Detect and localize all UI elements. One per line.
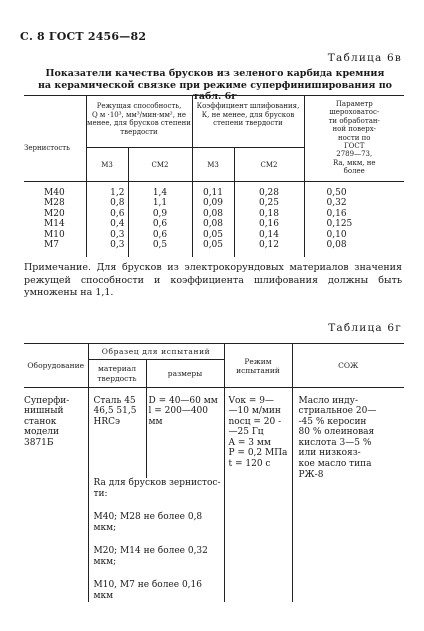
col-param-header	[304, 96, 404, 182]
col-param-line9: более	[343, 167, 365, 176]
k-m3-cell: 0,05	[192, 230, 234, 241]
table-row	[24, 219, 404, 230]
mode-line3: nосц = 20 -	[228, 416, 282, 427]
coolant-line7: кое масло типа	[298, 459, 372, 470]
col-param-line2: шероховатос-	[329, 108, 380, 117]
mode-line6: P = 0,2 МПа	[228, 448, 288, 459]
col-grind-line3: степени твердости	[213, 119, 283, 128]
q-m3-cell: 0,4	[86, 219, 128, 230]
col-grind-header	[192, 96, 304, 148]
k-m3-cell: 0,08	[192, 209, 234, 220]
h-equipment: Оборудование	[27, 361, 85, 370]
q-m3-cell: 0,8	[86, 198, 128, 209]
grain-cell: М28	[44, 198, 65, 208]
mode-cell	[224, 396, 292, 602]
h-material-line2: твердость	[97, 373, 137, 383]
coolant-line4: 80 % олеиновая	[298, 427, 375, 438]
coolant-cell	[292, 396, 404, 602]
equipment-line3: модели 3871Б	[24, 427, 60, 448]
q-sm2-cell: 0,5	[128, 240, 192, 251]
page-header: С. 8 ГОСТ 2456—82	[20, 30, 147, 43]
material-line1: Сталь 45	[93, 395, 136, 406]
k-sm2-cell: 0,18	[234, 209, 304, 220]
sizes-line2: l = 200—400 мм	[148, 406, 208, 427]
ra-line2: ти:	[93, 488, 108, 499]
ra-cell: 0,125	[304, 219, 404, 230]
sub-header-m3-cut: М3	[86, 148, 128, 182]
k-sm2-cell: 0,12	[234, 240, 304, 251]
col-cut-line1: Режущая способность,	[96, 102, 182, 110]
grain-cell: М20	[44, 208, 65, 219]
ra-cell: 0,32	[304, 198, 404, 209]
h-material	[88, 360, 146, 388]
col-cut-line4: твердости	[120, 127, 158, 136]
table-row	[24, 230, 404, 241]
table-6v	[24, 95, 404, 257]
k-sm2-cell: 0,14	[234, 230, 304, 241]
sizes-cell	[146, 396, 224, 478]
mode-line1: Vок = 9—	[228, 395, 275, 406]
mode-line2: —10 м/мин	[228, 406, 281, 417]
equipment-cell	[24, 396, 88, 478]
mode-line4: —25 Гц	[228, 427, 264, 438]
q-sm2-cell: 0,6	[128, 219, 192, 230]
col-param-line8: Ra, мкм, не	[332, 158, 376, 167]
ra-line3: М40; М28 не более 0,8 мкм;	[93, 511, 203, 533]
ra-cell: 0,08	[304, 240, 404, 251]
col-cut-line3: менее, для брусков степени	[87, 119, 191, 128]
ra-line1: Ra для брусков зернистос-	[93, 477, 221, 488]
coolant-line8: РЖ-8	[298, 469, 324, 480]
ra-cell: 0,16	[304, 209, 404, 220]
col-param-line7: 2789—73,	[336, 150, 373, 159]
col-param-line6: ГОСТ	[344, 142, 365, 151]
ra-cell: 0,10	[304, 230, 404, 241]
coolant-line1: Масло инду-	[298, 395, 358, 406]
q-m3-cell: 0,3	[86, 240, 128, 251]
col-param-line5: ности по	[338, 133, 371, 142]
table-row	[24, 396, 404, 478]
coolant-line2: стриальное 20—	[298, 406, 377, 417]
coolant-line5: кислота 3—5 %	[298, 437, 372, 448]
k-sm2-cell: 0,28	[234, 188, 304, 199]
coolant-line3: -45 % керосин	[298, 416, 367, 427]
table-row	[24, 240, 404, 251]
col-grind-line2: К, не менее, для брусков	[201, 110, 295, 119]
ra-line4: М20; М14 не более 0,32 мкм;	[93, 545, 208, 567]
q-m3-cell: 0,6	[86, 209, 128, 220]
equipment-line2: нишный станок	[24, 406, 64, 427]
material-line2: 46,5 51,5	[93, 406, 137, 417]
q-sm2-cell: 0,9	[128, 209, 192, 220]
q-m3-cell: 0,3	[86, 230, 128, 241]
table-6v-note: Примечание. Для брусков из электрокорундовых материалов значения режущей способности и коэффициента шлифования должны быть умножены на 1,1.	[24, 262, 402, 298]
ra-line5: М10, М7 не более 0,16 мкм	[93, 579, 202, 601]
table-6v-label: Таблица 6в	[327, 52, 402, 64]
h-coolant: СОЖ	[292, 344, 404, 388]
q-sm2-cell: 0,6	[128, 230, 192, 241]
k-m3-cell: 0,08	[192, 219, 234, 230]
col-param-line4: ной поверх-	[332, 125, 377, 134]
equipment-line1: Суперфи-	[24, 395, 70, 406]
table-row	[24, 209, 404, 220]
k-m3-cell: 0,05	[192, 240, 234, 251]
sub-header-sm2-grind: СМ2	[234, 148, 304, 182]
col-grind-line1: Коэффициент шлифования,	[196, 102, 300, 110]
col-param-line3: ти обработан-	[328, 116, 380, 125]
q-m3-cell: 1,2	[86, 188, 128, 199]
sizes-line1: D = 40—60 мм	[148, 395, 218, 406]
h-sample: Образец для испытаний	[88, 344, 224, 360]
material-line3: HRCэ	[93, 416, 121, 427]
grain-cell: М40	[44, 187, 65, 198]
k-sm2-cell: 0,25	[234, 198, 304, 209]
k-sm2-cell: 0,16	[234, 219, 304, 230]
mode-line7: t = 120 с	[228, 459, 271, 470]
coolant-line6: или низкояз-	[298, 448, 361, 459]
sub-header-sm2-cut: СМ2	[128, 148, 192, 182]
q-sm2-cell: 1,4	[128, 188, 192, 199]
grain-cell: М10	[44, 229, 65, 240]
table-6g	[24, 343, 404, 602]
ra-cell: 0,50	[304, 188, 404, 199]
k-m3-cell: 0,11	[192, 188, 234, 199]
table-6v-title-line2: на керамической связке при режиме суперфиниширования по табл. 6г	[37, 79, 393, 102]
h-mode: Режим испытаний	[224, 344, 292, 388]
table-row	[24, 188, 404, 199]
table-row	[24, 198, 404, 209]
material-cell	[88, 396, 146, 478]
h-material-line1: материал	[98, 364, 136, 373]
col-cut-header	[86, 96, 192, 148]
grain-cell: М14	[44, 219, 65, 229]
table-6g-label: Таблица 6г	[328, 322, 402, 334]
table-6v-title-line1: Показатели качества брусков из зеленого карбида кремния	[45, 68, 385, 79]
ra-requirements-cell	[88, 478, 224, 602]
col-cut-line2: Q м ·10³, мм³/мин·мм², не	[91, 110, 187, 119]
col-grain-header: Зернистость	[24, 144, 70, 153]
h-sizes: размеры	[146, 360, 224, 388]
col-param-line1: Параметр	[335, 100, 373, 108]
mode-line5: A = 3 мм	[228, 437, 271, 448]
k-m3-cell: 0,09	[192, 198, 234, 209]
grain-cell: М7	[44, 240, 59, 250]
sub-header-m3-grind: М3	[192, 148, 234, 182]
q-sm2-cell: 1,1	[128, 198, 192, 209]
